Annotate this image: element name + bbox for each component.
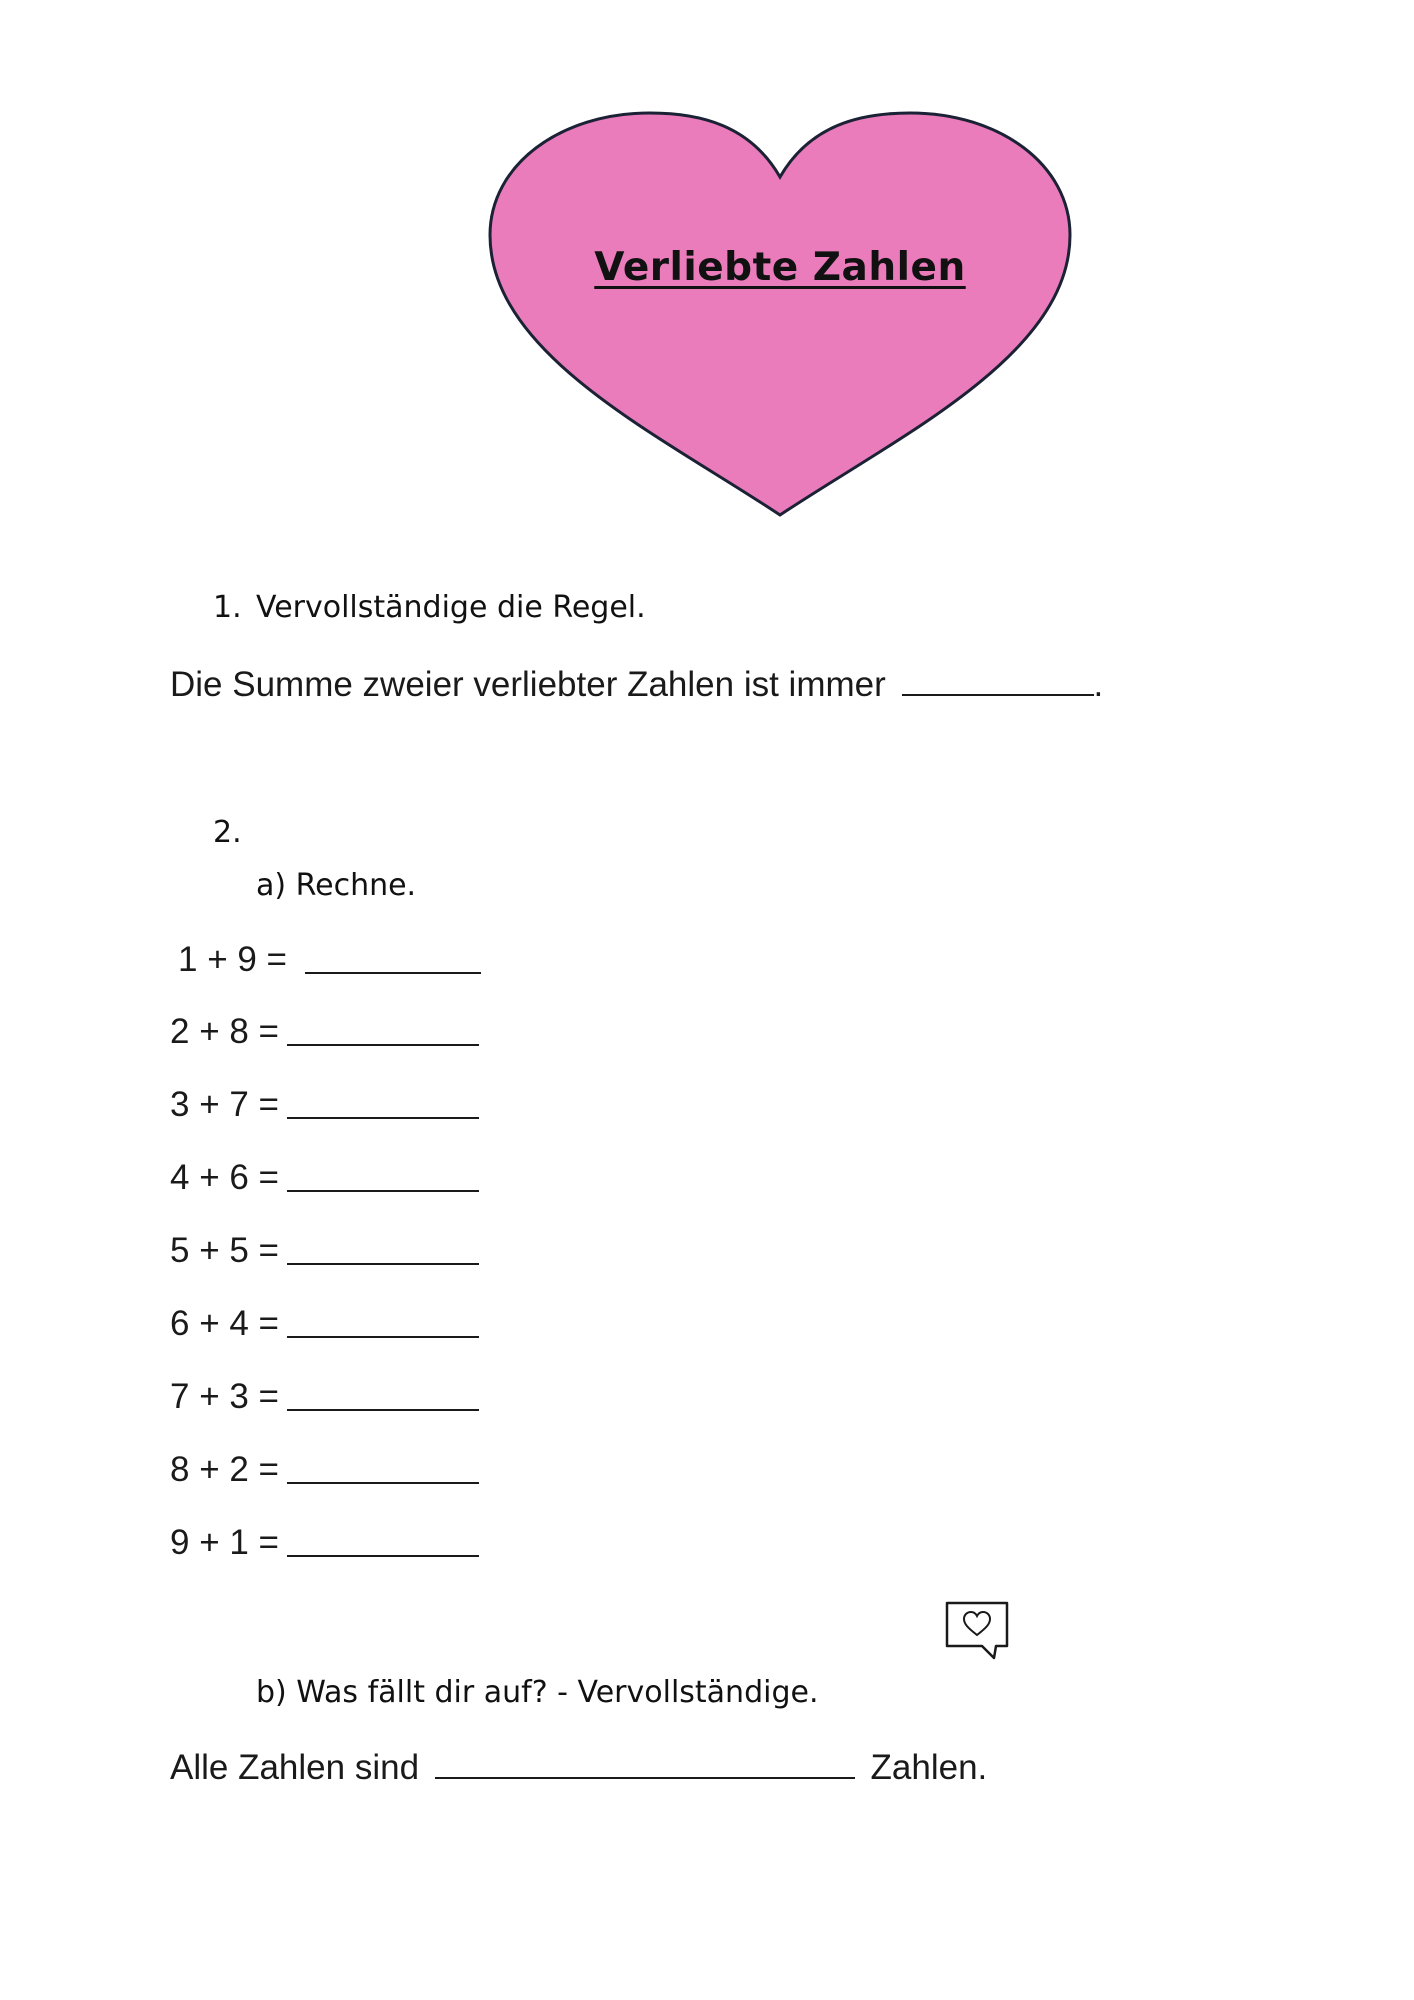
- equation-row: [170, 1523, 479, 1563]
- heart-speech-bubble-icon: [944, 1600, 1010, 1662]
- equation-text: 7 + 3 =: [170, 1377, 279, 1416]
- answer-blank[interactable]: [287, 1553, 479, 1557]
- equation-text: 6 + 4 =: [170, 1304, 279, 1343]
- task1-number: 1.: [213, 590, 242, 625]
- task1-sentence-after: .: [1093, 665, 1104, 704]
- answer-blank[interactable]: [305, 970, 481, 974]
- task2-sentence-after: Zahlen.: [870, 1748, 988, 1787]
- task2-sentence-before: Alle Zahlen sind: [170, 1748, 420, 1787]
- equation-row: [170, 1158, 479, 1198]
- equation-row: [170, 1231, 479, 1271]
- task1-sentence: [170, 665, 1103, 705]
- task2-number: 2.: [213, 815, 242, 850]
- answer-blank[interactable]: [287, 1334, 479, 1338]
- task2-part-a: a) Rechne.: [256, 868, 417, 903]
- equation-text: 9 + 1 =: [170, 1523, 279, 1562]
- equation-row: [178, 940, 481, 980]
- equation-text: 1 + 9 =: [178, 940, 287, 979]
- answer-blank[interactable]: [435, 1749, 855, 1779]
- page-title: Verliebte Zahlen: [594, 245, 966, 290]
- answer-blank[interactable]: [287, 1188, 479, 1192]
- answer-blank[interactable]: [287, 1115, 479, 1119]
- equation-row: [170, 1012, 479, 1052]
- equation-text: 4 + 6 =: [170, 1158, 279, 1197]
- equation-row: [170, 1304, 479, 1344]
- equation-row: [170, 1377, 479, 1417]
- equation-row: [170, 1450, 479, 1490]
- equation-row: [170, 1085, 479, 1125]
- heart-shape: [480, 105, 1080, 525]
- task2-sentence: [170, 1748, 987, 1788]
- task1-sentence-before: Die Summe zweier verliebter Zahlen ist immer: [170, 665, 886, 704]
- equation-text: 8 + 2 =: [170, 1450, 279, 1489]
- equation-text: 5 + 5 =: [170, 1231, 279, 1270]
- answer-blank[interactable]: [902, 666, 1094, 696]
- task1-instruction: Vervollständige die Regel.: [256, 590, 646, 625]
- answer-blank[interactable]: [287, 1042, 479, 1046]
- answer-blank[interactable]: [287, 1407, 479, 1411]
- equation-text: 2 + 8 =: [170, 1012, 279, 1051]
- task2-part-b: b) Was fällt dir auf? - Vervollständige.: [256, 1675, 819, 1710]
- answer-blank[interactable]: [287, 1480, 479, 1484]
- equation-text: 3 + 7 =: [170, 1085, 279, 1124]
- answer-blank[interactable]: [287, 1261, 479, 1265]
